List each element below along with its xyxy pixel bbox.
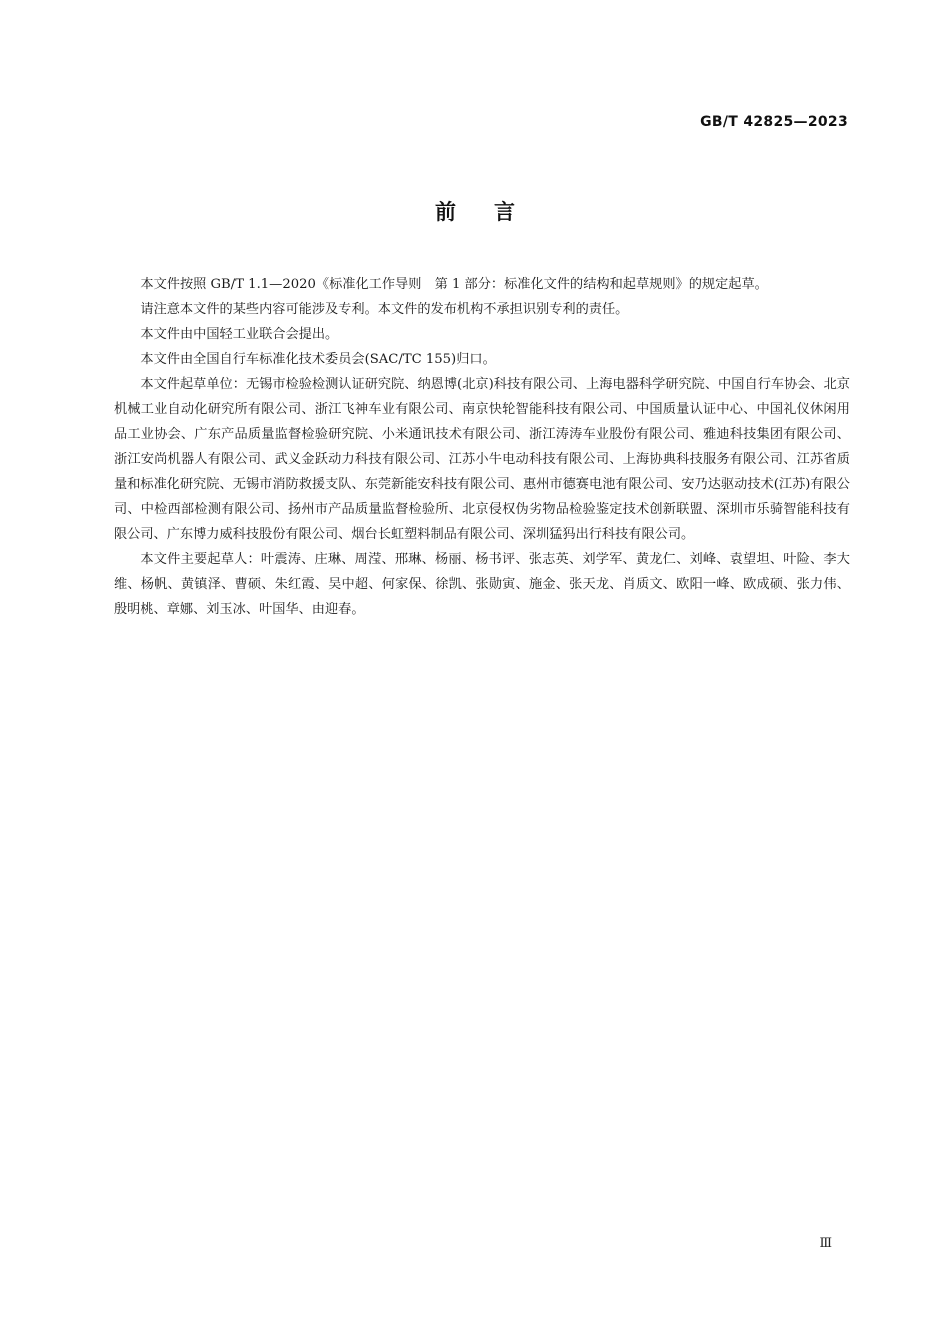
paragraph-proposer: 本文件由中国轻工业联合会提出。 <box>140 327 339 342</box>
paragraph-technical-committee: 本文件由全国自行车标准化技术委员会(SAC/TC 155)归口。 <box>140 352 496 367</box>
paragraph-patent-notice: 请注意本文件的某些内容可能涉及专利。本文件的发布机构不承担识别专利的责任。 <box>140 302 629 317</box>
standard-number: GB/T 42825—2023 <box>700 114 848 130</box>
paragraph-main-drafters: 本文件主要起草人：叶震涛、庄琳、周滢、邢琳、杨丽、杨书评、张志英、刘学军、黄龙仁、刘峰、袁望坦、叶险、李大维、杨帆、黄镇泽、曹硕、朱红霞、吴中超、何家保、徐凯、张勋寅、施金、张天龙、肖质文、欧阳一峰、欧成硕、张力伟、殷明桃、章娜、刘玉冰、叶国华、由迎春。 <box>114 552 850 617</box>
paragraph-drafting-rules: 本文件按照 GB/T 1.1—2020《标准化工作导则 第 1 部分：标准化文件的结构和起草规则》的规定起草。 <box>140 277 768 292</box>
paragraph-drafting-organizations: 本文件起草单位：无锡市检验检测认证研究院、纳恩博(北京)科技有限公司、上海电器科学研究院、中国自行车协会、北京机械工业自动化研究所有限公司、浙江飞神车业有限公司、南京快轮智能科技有限公司、中国质量认证中心、中国礼仪休闲用品工业协会、广东产品质量监督检验研究院、小米通讯技术有限公司、浙江涛涛车业股份有限公司、雅迪科技集团有限公司、浙江安尚机器人有限公司、武义金跃动力科技有限公司、江苏小牛电动科技有限公司、上海协典科技服务有限公司、江苏省质量和标准化研究院、无锡市消防救援支队、东莞新能安科技有限公司、惠州市德赛电池有限公司、安乃达驱动技术(江苏)有限公司、中检西部检测有限公司、扬州市产品质量监督检验所、北京侵权伪劣物品检验鉴定技术创新联盟、深圳市乐骑智能科技有限公司、广东博力威科技股份有限公司、烟台长虹塑料制品有限公司、深圳猛犸出行科技有限公司。 <box>114 377 850 542</box>
foreword-body <box>114 272 850 622</box>
page-title: 前言 <box>435 200 553 224</box>
page-number: Ⅲ <box>819 1236 832 1251</box>
